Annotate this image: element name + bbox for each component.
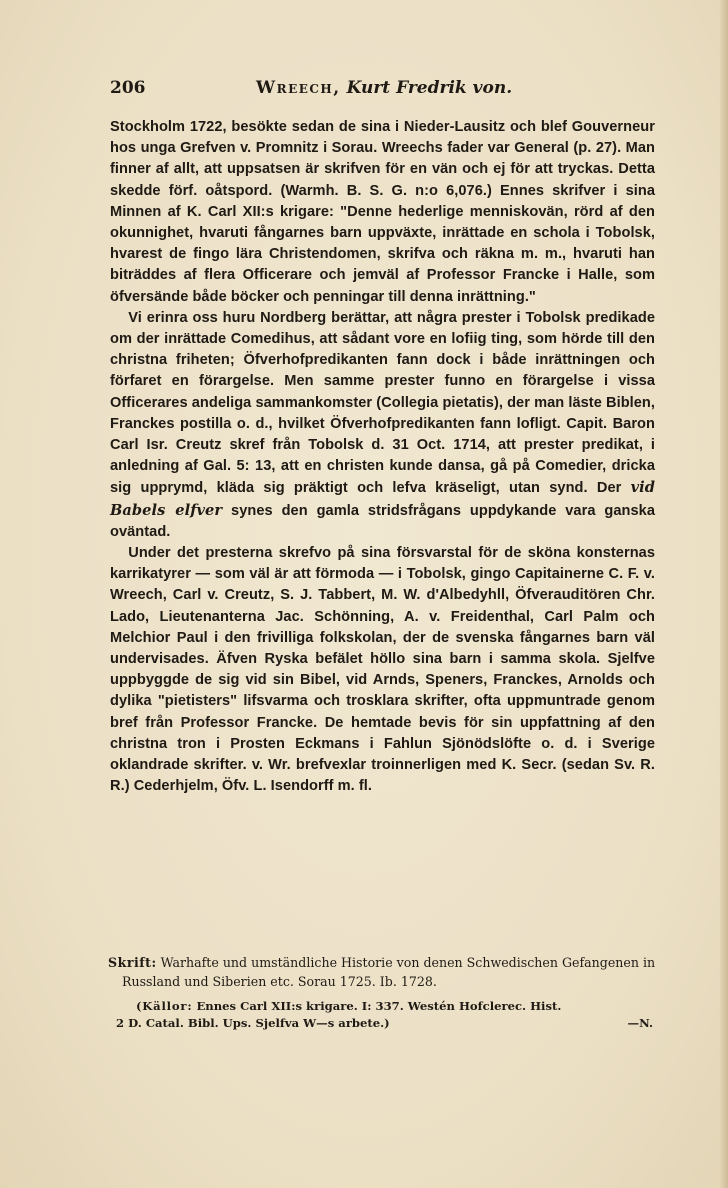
running-head-title [256,78,512,98]
running-header [110,78,655,100]
paragraph-3: Under det presterna skrefvo på sina försvarstal för de sköna konsternas karrikatyrer — som väl är att förmoda — i Tobolsk, gingo Capitainerne C. F. v. Wreech, Carl v. Creutz, S. J. Tabbert, M. W. d'Albedyhll, Öfverauditören Chr. Lado, Lieutenanterna Jac. Schönning, A. v. Freidenthal, Carl Palm och Melchior Paul i den frivilliga folkskolan, der de svenska fångarnes barn väl undervisades. Äfven Ryska befälet höllo sina barn i samma skola. Sjelfve uppbyggde de sig vid sin Bibel, vid Arnds, Speners, Franckes, Arnolds och dylika "pietisters" lifsvarma och trosklara skrifter, ofta uppmuntrade genom bref från Professor Francke. De hemtade bevis för sin uppfattning af den christna tron i Prosten Eckmans i Fahlun Sjönödslöfte o. d. i Sverige oklandrade skrifter. v. Wr. brefvexlar troinnerligen med K. Secr. (sedan Sv. R. R.) Cederhjelm, Öfv. L. Isendorff m. fl. [110,545,655,795]
paragraph-2 [110,308,655,543]
skrift-text: Warhafte und umständliche Historie von denen Schwedischen Gefangenen in Russland und Siberien etc. Sorau 1725. Ib. 1728. [122,955,656,989]
sources-line-2 [116,1015,653,1032]
subject-rest: Kurt Fredrik von. [346,78,513,98]
sources-text-2: 2 D. Catal. Bibl. Ups. Sjelfva W—s arbete.) [116,1016,390,1030]
paragraph-2-text-before: Vi erinra oss huru Nordberg berättar, att några prester i Tobolsk predikade om der inrättade Comedihus, att sådant vore en lofiig ting, som hörde till den christna friheten; Öfverhofpredikanten fann dock i både inrättningen och förfaret en förargelse. Men samme prester funno en förargelse i vissa Officerares andeliga sammankomster (Collegia pietatis), der man läste Biblen, Franckes postilla o. d., hvilket Öfverhofpredikanten fann lofligt. Capit. Baron Carl Isr. Creutz skref från Tobolsk d. 31 Oct. 1714, att prester predikat, i anledning af Gal. 5: 13, att en christen kunde dansa, gå på Comedier, dricka sig upprymd, kläda sig präktigt och lefva kräseligt, utan synd. Der [110,309,655,497]
page-number: 206 [110,78,146,98]
subject-name: Wreech, [256,78,341,98]
sources-line-1 [116,998,653,1015]
skrift-entry [108,953,657,991]
bibliography-footer [108,953,657,1032]
sources-text-1: Ennes Carl XII:s krigare. I: 337. Westén Hofclerec. Hist. [196,999,562,1013]
skrift-label: Skrift: [108,955,157,970]
sources-line-1-text [136,998,561,1015]
article-body [110,117,655,798]
sources-label: (Källor: [136,999,193,1013]
author-signature: —N. [627,1016,653,1030]
paragraph-2-italic-phrase: vid Babels elfver [110,479,655,519]
paragraph-2-text-after: synes den gamla stridsfrågans uppdykande vara ganska oväntad. [110,502,655,540]
page-edge [720,0,728,1188]
paragraph-1: Stockholm 1722, besökte sedan de sina i Nieder-Lausitz och blef Gouverneur hos unga Grefven v. Promnitz i Sorau. Wreechs fader var General (p. 27). Man finner af allt, att uppsatsen är skrifven för en vän och ej för att tryckas. Detta skedde förf. oåtspord. (Warmh. B. S. G. n:o 6,076.) Ennes skrifver i sina Minnen af K. Carl XII:s krigare: "Denne hederlige menniskovän, rörd af den okunnighet, hvaruti fångarnes barn uppväxte, inrättade en schola i Tobolsk, hvarest de fingo lära Christendomen, skrifva och räkna m. m., hvaruti han biträddes af flera Officerare och jemväl af Professor Francke i Halle, som öfversände både böcker och penningar till denna inrättning." [110,119,655,305]
sources-entry [108,998,657,1032]
